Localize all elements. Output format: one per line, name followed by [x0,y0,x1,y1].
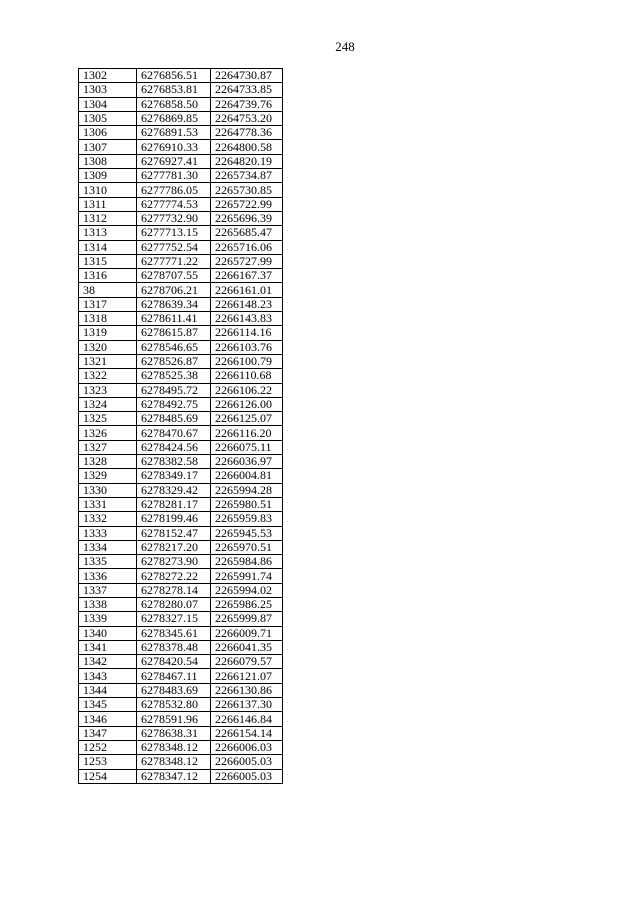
point-number-cell: 1313 [79,226,137,240]
table-row [79,512,283,526]
point-number-cell: 1341 [79,640,137,654]
x-coordinate-cell: 6278382.58 [137,455,211,469]
table-row [79,712,283,726]
x-coordinate-cell: 6278348.12 [137,755,211,769]
x-coordinate-cell: 6278638.31 [137,726,211,740]
y-coordinate-cell: 2265984.86 [211,555,283,569]
y-coordinate-cell: 2264820.19 [211,154,283,168]
table-row [79,211,283,225]
y-coordinate-cell: 2265734.87 [211,169,283,183]
x-coordinate-cell: 6278639.34 [137,297,211,311]
point-number-cell: 1344 [79,683,137,697]
point-number-cell: 1346 [79,712,137,726]
x-coordinate-cell: 6278280.07 [137,597,211,611]
point-number-cell: 1304 [79,97,137,111]
x-coordinate-cell: 6278349.17 [137,469,211,483]
point-number-cell: 1338 [79,597,137,611]
x-coordinate-cell: 6276856.51 [137,69,211,83]
y-coordinate-cell: 2265991.74 [211,569,283,583]
x-coordinate-cell: 6278273.90 [137,555,211,569]
y-coordinate-cell: 2266009.71 [211,626,283,640]
point-number-cell: 1343 [79,669,137,683]
table-row [79,540,283,554]
x-coordinate-cell: 6278495.72 [137,383,211,397]
point-number-cell: 1333 [79,526,137,540]
table-row [79,126,283,140]
point-number-cell: 1332 [79,512,137,526]
point-number-cell: 1347 [79,726,137,740]
table-row [79,755,283,769]
x-coordinate-cell: 6278492.75 [137,397,211,411]
point-number-cell: 1303 [79,83,137,97]
x-coordinate-cell: 6276891.53 [137,126,211,140]
table-row [79,326,283,340]
y-coordinate-cell: 2265727.99 [211,254,283,268]
table-row [79,526,283,540]
x-coordinate-cell: 6277771.22 [137,254,211,268]
y-coordinate-cell: 2264730.87 [211,69,283,83]
y-coordinate-cell: 2266041.35 [211,640,283,654]
point-number-cell: 1324 [79,397,137,411]
y-coordinate-cell: 2266143.83 [211,312,283,326]
y-coordinate-cell: 2264733.85 [211,83,283,97]
x-coordinate-cell: 6278347.12 [137,769,211,783]
x-coordinate-cell: 6278329.42 [137,483,211,497]
x-coordinate-cell: 6276853.81 [137,83,211,97]
y-coordinate-cell: 2264778.36 [211,126,283,140]
x-coordinate-cell: 6278420.54 [137,655,211,669]
y-coordinate-cell: 2265980.51 [211,497,283,511]
y-coordinate-cell: 2265945.53 [211,526,283,540]
coordinates-table [78,68,283,784]
y-coordinate-cell: 2266004.81 [211,469,283,483]
x-coordinate-cell: 6278348.12 [137,740,211,754]
table-row [79,354,283,368]
y-coordinate-cell: 2266137.30 [211,698,283,712]
x-coordinate-cell: 6276910.33 [137,140,211,154]
point-number-cell: 1335 [79,555,137,569]
point-number-cell: 1342 [79,655,137,669]
y-coordinate-cell: 2265959.83 [211,512,283,526]
point-number-cell: 1309 [79,169,137,183]
coordinates-table-body [79,69,283,784]
table-row [79,412,283,426]
x-coordinate-cell: 6278281.17 [137,497,211,511]
point-number-cell: 1322 [79,369,137,383]
table-row [79,640,283,654]
table-row [79,254,283,268]
x-coordinate-cell: 6278345.61 [137,626,211,640]
point-number-cell: 1328 [79,455,137,469]
x-coordinate-cell: 6276927.41 [137,154,211,168]
y-coordinate-cell: 2266148.23 [211,297,283,311]
y-coordinate-cell: 2266126.00 [211,397,283,411]
x-coordinate-cell: 6277732.90 [137,211,211,225]
x-coordinate-cell: 6278424.56 [137,440,211,454]
table-row [79,340,283,354]
x-coordinate-cell: 6278526.87 [137,354,211,368]
x-coordinate-cell: 6278199.46 [137,512,211,526]
point-number-cell: 1320 [79,340,137,354]
table-row [79,440,283,454]
table-row [79,197,283,211]
y-coordinate-cell: 2265730.85 [211,183,283,197]
x-coordinate-cell: 6278217.20 [137,540,211,554]
table-row [79,383,283,397]
x-coordinate-cell: 6278485.69 [137,412,211,426]
table-row [79,497,283,511]
x-coordinate-cell: 6278615.87 [137,326,211,340]
table-row [79,569,283,583]
point-number-cell: 1330 [79,483,137,497]
table-row [79,555,283,569]
table-row [79,169,283,183]
y-coordinate-cell: 2265970.51 [211,540,283,554]
x-coordinate-cell: 6278611.41 [137,312,211,326]
x-coordinate-cell: 6278483.69 [137,683,211,697]
x-coordinate-cell: 6278707.55 [137,269,211,283]
table-row [79,483,283,497]
table-row [79,655,283,669]
x-coordinate-cell: 6278532.80 [137,698,211,712]
table-row [79,698,283,712]
table-row [79,369,283,383]
y-coordinate-cell: 2265722.99 [211,197,283,211]
y-coordinate-cell: 2266116.20 [211,426,283,440]
table-row [79,612,283,626]
y-coordinate-cell: 2266130.86 [211,683,283,697]
point-number-cell: 1302 [79,69,137,83]
table-row [79,69,283,83]
table-row [79,597,283,611]
y-coordinate-cell: 2264739.76 [211,97,283,111]
table-row [79,111,283,125]
table-row [79,683,283,697]
point-number-cell: 1327 [79,440,137,454]
y-coordinate-cell: 2266125.07 [211,412,283,426]
table-row [79,154,283,168]
x-coordinate-cell: 6278591.96 [137,712,211,726]
point-number-cell: 1308 [79,154,137,168]
table-row [79,297,283,311]
point-number-cell: 1337 [79,583,137,597]
x-coordinate-cell: 6277781.30 [137,169,211,183]
point-number-cell: 1305 [79,111,137,125]
point-number-cell: 1316 [79,269,137,283]
y-coordinate-cell: 2265994.02 [211,583,283,597]
y-coordinate-cell: 2264800.58 [211,140,283,154]
y-coordinate-cell: 2265999.87 [211,612,283,626]
point-number-cell: 1340 [79,626,137,640]
x-coordinate-cell: 6278272.22 [137,569,211,583]
point-number-cell: 1339 [79,612,137,626]
y-coordinate-cell: 2266005.03 [211,769,283,783]
table-row [79,455,283,469]
page-number: 248 [335,39,355,54]
table-row [79,140,283,154]
y-coordinate-cell: 2264753.20 [211,111,283,125]
point-number-cell: 1307 [79,140,137,154]
point-number-cell: 1311 [79,197,137,211]
table-row [79,240,283,254]
x-coordinate-cell: 6276858.50 [137,97,211,111]
table-row [79,669,283,683]
y-coordinate-cell: 2265696.39 [211,211,283,225]
point-number-cell: 1314 [79,240,137,254]
x-coordinate-cell: 6278467.11 [137,669,211,683]
y-coordinate-cell: 2266110.68 [211,369,283,383]
point-number-cell: 1325 [79,412,137,426]
table-row [79,426,283,440]
y-coordinate-cell: 2266075.11 [211,440,283,454]
y-coordinate-cell: 2266154.14 [211,726,283,740]
x-coordinate-cell: 6278327.15 [137,612,211,626]
table-row [79,283,283,297]
y-coordinate-cell: 2265685.47 [211,226,283,240]
x-coordinate-cell: 6278546.65 [137,340,211,354]
y-coordinate-cell: 2266167.37 [211,269,283,283]
point-number-cell: 1318 [79,312,137,326]
point-number-cell: 1317 [79,297,137,311]
point-number-cell: 1345 [79,698,137,712]
y-coordinate-cell: 2265994.28 [211,483,283,497]
point-number-cell: 38 [79,283,137,297]
y-coordinate-cell: 2266161.01 [211,283,283,297]
point-number-cell: 1321 [79,354,137,368]
x-coordinate-cell: 6278378.48 [137,640,211,654]
y-coordinate-cell: 2266114.16 [211,326,283,340]
point-number-cell: 1331 [79,497,137,511]
x-coordinate-cell: 6277752.54 [137,240,211,254]
y-coordinate-cell: 2266079.57 [211,655,283,669]
x-coordinate-cell: 6277713.15 [137,226,211,240]
point-number-cell: 1306 [79,126,137,140]
x-coordinate-cell: 6278525.38 [137,369,211,383]
y-coordinate-cell: 2265986.25 [211,597,283,611]
y-coordinate-cell: 2266106.22 [211,383,283,397]
table-row [79,269,283,283]
table-row [79,740,283,754]
x-coordinate-cell: 6278470.67 [137,426,211,440]
table-row [79,583,283,597]
x-coordinate-cell: 6278706.21 [137,283,211,297]
point-number-cell: 1334 [79,540,137,554]
x-coordinate-cell: 6278152.47 [137,526,211,540]
table-row [79,83,283,97]
point-number-cell: 1326 [79,426,137,440]
x-coordinate-cell: 6277774.53 [137,197,211,211]
table-row [79,726,283,740]
point-number-cell: 1310 [79,183,137,197]
point-number-cell: 1336 [79,569,137,583]
y-coordinate-cell: 2266100.79 [211,354,283,368]
x-coordinate-cell: 6277786.05 [137,183,211,197]
table-row [79,226,283,240]
table-row [79,183,283,197]
point-number-cell: 1329 [79,469,137,483]
table-row [79,97,283,111]
table-row [79,469,283,483]
point-number-cell: 1323 [79,383,137,397]
point-number-cell: 1252 [79,740,137,754]
point-number-cell: 1253 [79,755,137,769]
y-coordinate-cell: 2266006.03 [211,740,283,754]
point-number-cell: 1312 [79,211,137,225]
point-number-cell: 1319 [79,326,137,340]
table-row [79,397,283,411]
y-coordinate-cell: 2266005.03 [211,755,283,769]
table-row [79,626,283,640]
x-coordinate-cell: 6276869.85 [137,111,211,125]
table-row [79,769,283,783]
y-coordinate-cell: 2266121.07 [211,669,283,683]
y-coordinate-cell: 2266036.97 [211,455,283,469]
table-row [79,312,283,326]
x-coordinate-cell: 6278278.14 [137,583,211,597]
y-coordinate-cell: 2266146.84 [211,712,283,726]
y-coordinate-cell: 2266103.76 [211,340,283,354]
y-coordinate-cell: 2265716.06 [211,240,283,254]
point-number-cell: 1315 [79,254,137,268]
point-number-cell: 1254 [79,769,137,783]
